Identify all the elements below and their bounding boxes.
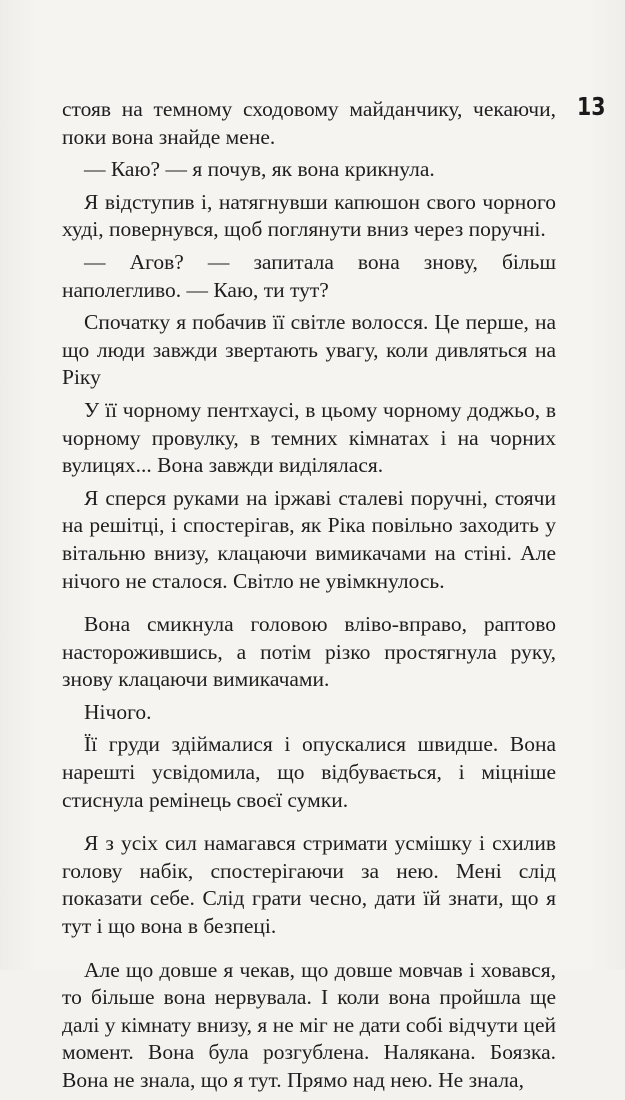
paragraph: — Агов? — запитала вона знову, більш наполегливо. — Каю, ти тут? [62,249,556,302]
paragraph: Її груди здіймалися і опускалися швидше. Вона нарешті усвідомила, що відбувається, і міцніше стиснула ремінець своєї сумки. [62,732,556,812]
body-text [62,96,556,1100]
paragraph: — Каю? — я почув, як вона крикнула. [84,157,435,182]
paragraph: Але що довше я чекав, що довше мовчав і ховався, то більше вона нервувала. І коли вона пройшла ще далі у кімнату внизу, я не міг не дати собі відчути цей момент. Вона була розгублена. Налякана. Боязка. Вона не знала, що я тут. Прямо над нею. Не знала, [62,957,556,1092]
paragraph: Вона смикнула головою вліво-вправо, раптово насторожившись, а потім різко простягнула руку, знову клацаючи вимикачами. [62,612,556,692]
paragraph: Я сперся руками на іржаві сталеві поручні, стоячи на решітці, і спостерігав, як Ріка повільно заходить у вітальню внизу, клацаючи вимикачами на стіні. Але нічого не сталося. Світло не увімкнулось. [62,485,556,593]
page-number: 13 [577,92,606,121]
paragraph: Нічого. [84,699,152,724]
paragraph: стояв на темному сходовому майданчику, чекаючи, поки вона знайде мене. [62,97,556,149]
paragraph: У її чорному пентхаусі, в цьому чорному доджьо, в чорному провулку, в темних кімнатах і на чорних вулицях... Вона завжди виділялася. [62,397,556,478]
paragraph: Я з усіх сил намагався стримати усмішку і схилив голову набік, спостерігаючи за нею. Мені слід показати себе. Слід грати чесно, дати їй знати, що я тут і що вона в безпеці. [62,831,556,939]
paragraph: Я відступив і, натягнувши капюшон свого чорного худі, повернувся, щоб поглянути вниз через поручні. [62,189,556,242]
paragraph: Спочатку я побачив її світле волосся. Це перше, на що люди завжди звертають увагу, коли дивляться на Ріку [62,310,556,390]
